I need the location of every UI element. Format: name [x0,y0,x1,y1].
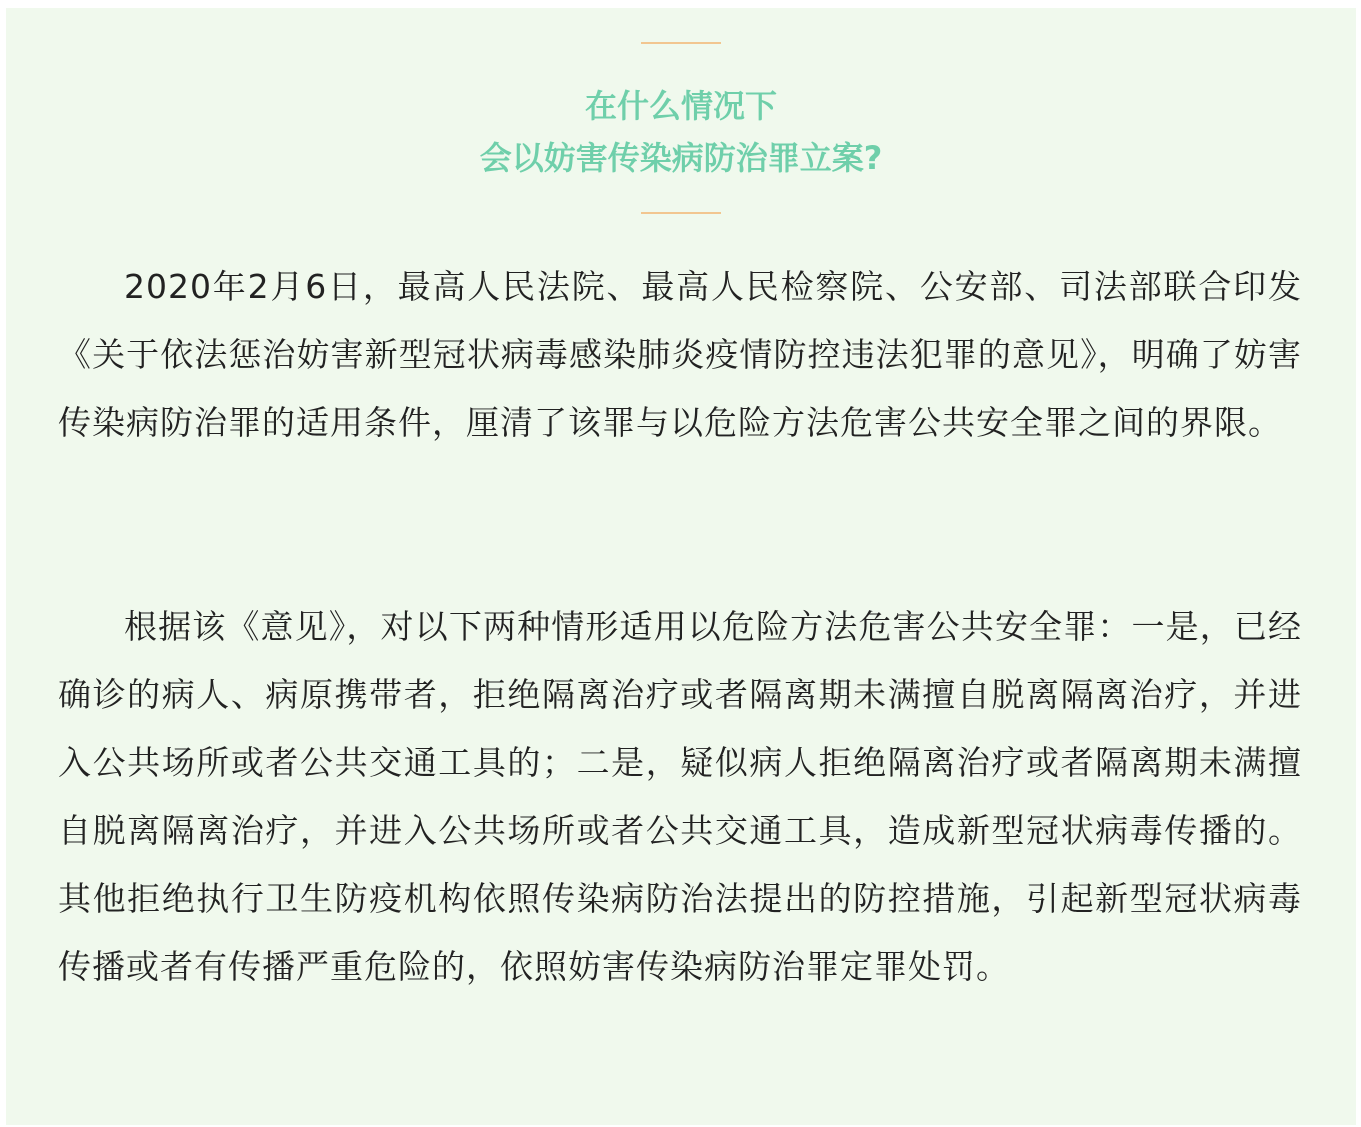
bottom-divider [641,212,721,214]
article-panel [6,8,1356,1125]
title-line-1: 在什么情况下 [584,87,777,125]
paragraph-1: 2020年2月6日，最高人民法院、最高人民检察院、公安部、司法部联合印发《关于依法惩治妨害新型冠状病毒感染肺炎疫情防控违法犯罪的意见》，明确了妨害传染病防治罪的适用条件，厘清了该罪与以危险方法危害公共安全罪之间的界限。 [58,267,1302,442]
top-divider [641,42,721,44]
paragraph-2: 根据该《意见》，对以下两种情形适用以危险方法危害公共安全罪：一是，已经确诊的病人、病原携带者，拒绝隔离治疗或者隔离期未满擅自脱离隔离治疗，并进入公共场所或者公共交通工具的；二是，疑似病人拒绝隔离治疗或者隔离期未满擅自脱离隔离治疗，并进入公共场所或者公共交通工具，造成新型冠状病毒传播的。其他拒绝执行卫生防疫机构依照传染病防治法提出的防控措施，引起新型冠状病毒传播或者有传播严重危险的，依照妨害传染病防治罪定罪处罚。 [58,607,1302,986]
article-title [6,80,1356,184]
title-line-2: 会以妨害传染病防治罪立案? [479,139,883,177]
